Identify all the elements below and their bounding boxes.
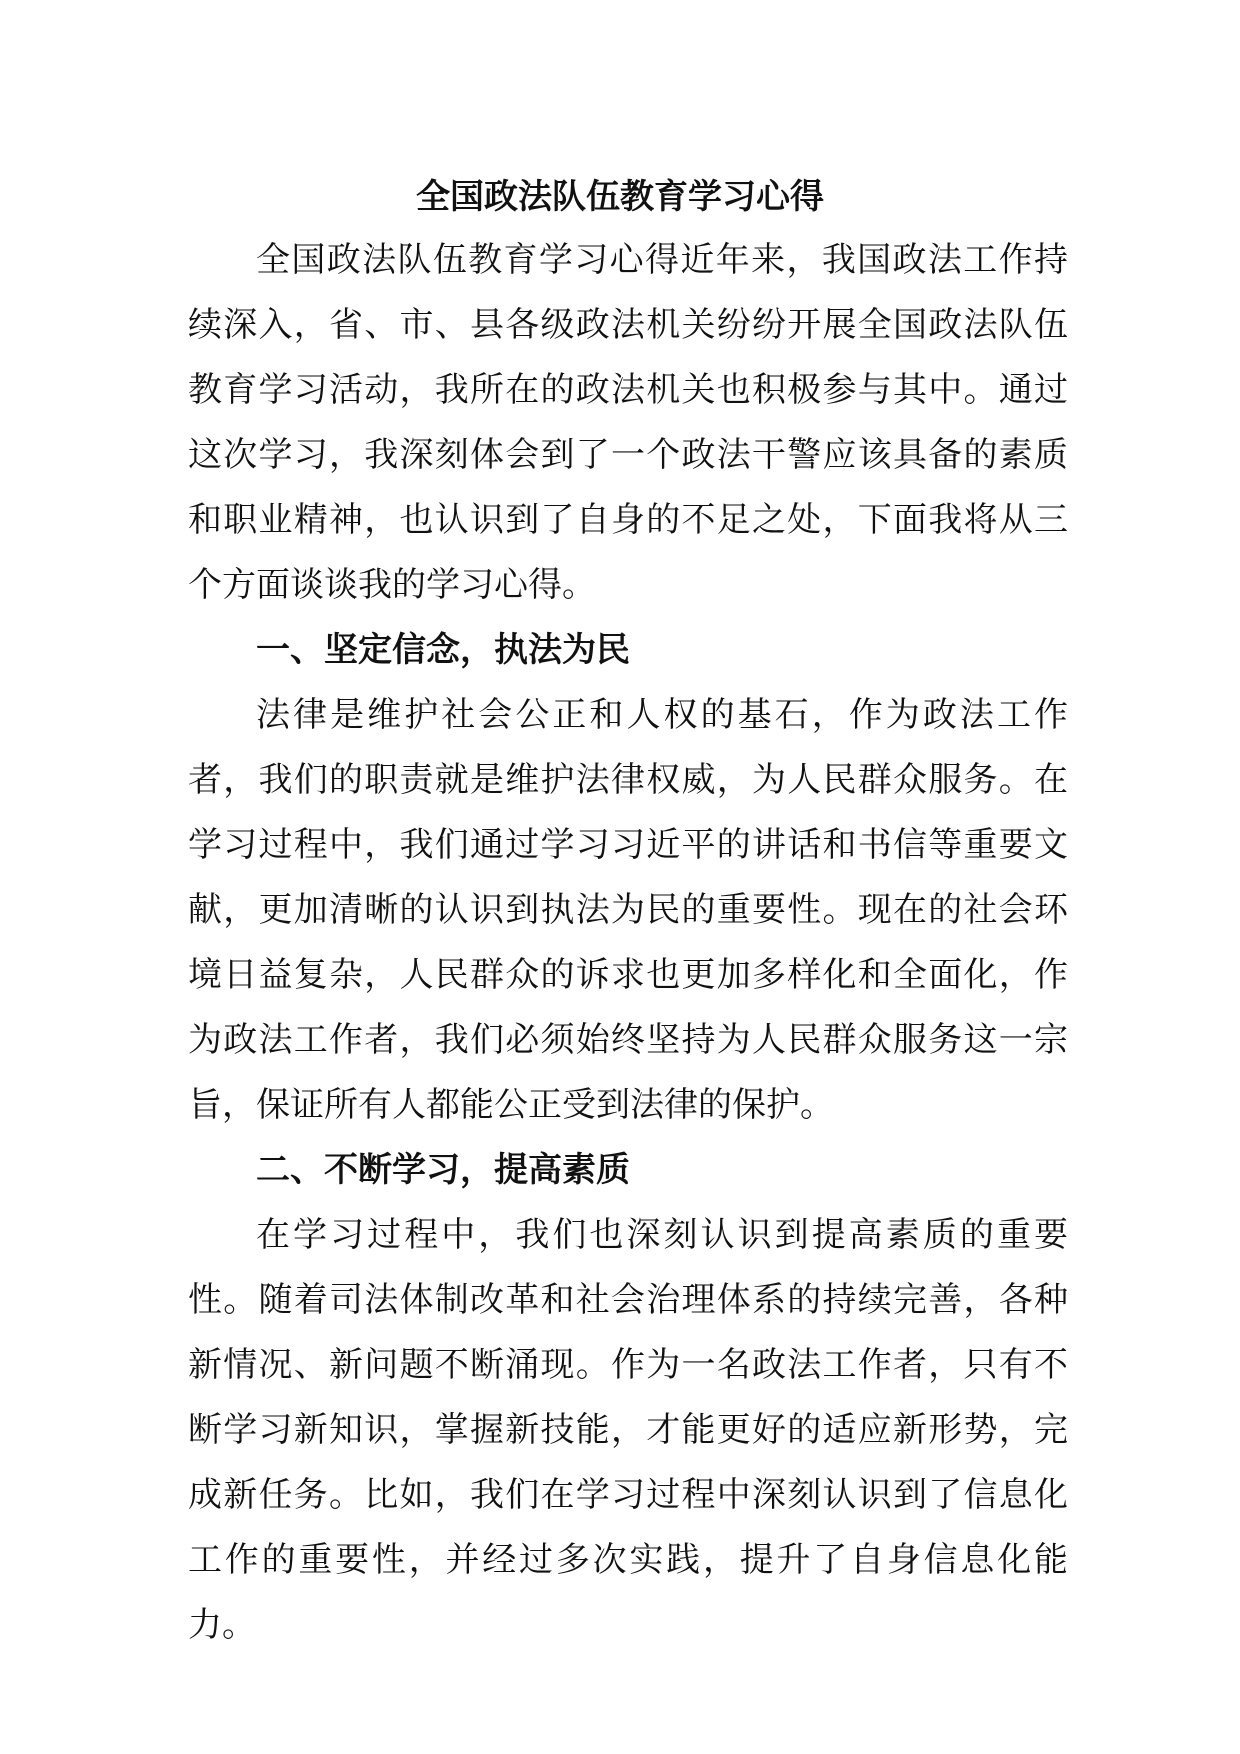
section-paragraph-2: 在学习过程中，我们也深刻认识到提高素质的重要性。随着司法体制改革和社会治理体系的持续完善，各种新情况、新问题不断涌现。作为一名政法工作者，只有不断学习新知识，掌握新技能，才能更好的适应新形势，完成新任务。比如，我们在学习过程中深刻认识到了信息化工作的重要性，并经过多次实践，提升了自身信息化能力。 — [188, 1215, 1068, 1645]
section-heading-2: 二、不断学习，提高素质 — [256, 1150, 630, 1190]
section-paragraph-1: 法律是维护社会公正和人权的基石，作为政法工作者，我们的职责就是维护法律权威，为人民群众服务。在学习过程中，我们通过学习习近平的讲话和书信等重要文献，更加清晰的认识到执法为民的重要性。现在的社会环境日益复杂，人民群众的诉求也更加多样化和全面化，作为政法工作者，我们必须始终坚持为人民群众服务这一宗旨，保证所有人都能公正受到法律的保护。 — [188, 695, 1068, 1125]
intro-paragraph: 全国政法队伍教育学习心得近年来，我国政法工作持续深入，省、市、县各级政法机关纷纷开展全国政法队伍教育学习活动，我所在的政法机关也积极参与其中。通过这次学习，我深刻体会到了一个政法干警应该具备的素质和职业精神，也认识到了自身的不足之处，下面我将从三个方面谈谈我的学习心得。 — [188, 240, 1068, 605]
section-heading-1: 一、坚定信念，执法为民 — [256, 630, 630, 670]
document-title: 全国政法队伍教育学习心得 — [416, 177, 824, 217]
